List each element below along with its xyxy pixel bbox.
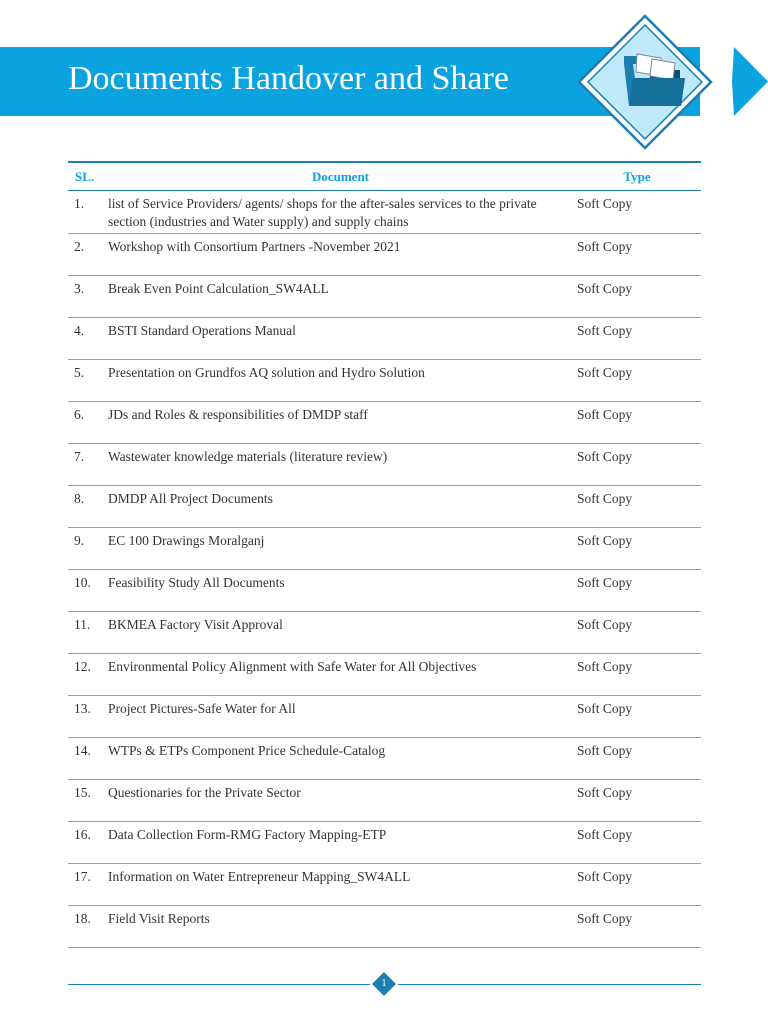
row-document: Field Visit Reports [108, 906, 573, 948]
row-sl: 13. [68, 696, 108, 738]
row-sl: 3. [68, 276, 108, 318]
row-sl: 5. [68, 360, 108, 402]
row-type: Soft Copy [573, 444, 701, 486]
folder-icon [577, 14, 713, 150]
row-type: Soft Copy [573, 486, 701, 528]
row-type: Soft Copy [573, 654, 701, 696]
row-sl: 8. [68, 486, 108, 528]
table-row [68, 444, 701, 486]
table-row [68, 528, 701, 570]
table-row [68, 402, 701, 444]
row-document: Feasibility Study All Documents [108, 570, 573, 612]
table-row [68, 191, 701, 234]
row-document: BKMEA Factory Visit Approval [108, 612, 573, 654]
row-sl: 2. [68, 234, 108, 276]
row-document: Questionaries for the Private Sector [108, 780, 573, 822]
row-type: Soft Copy [573, 528, 701, 570]
row-type: Soft Copy [573, 864, 701, 906]
table-row [68, 276, 701, 318]
row-sl: 15. [68, 780, 108, 822]
table-header-row [68, 162, 701, 191]
row-document: Environmental Policy Alignment with Safe Water for All Objectives [108, 654, 573, 696]
row-type: Soft Copy [573, 906, 701, 948]
row-document: EC 100 Drawings Moralganj [108, 528, 573, 570]
row-document: WTPs & ETPs Component Price Schedule-Catalog [108, 738, 573, 780]
page-number: 1 [381, 978, 387, 989]
table-row [68, 318, 701, 360]
row-sl: 12. [68, 654, 108, 696]
row-sl: 6. [68, 402, 108, 444]
row-sl: 9. [68, 528, 108, 570]
row-document: Wastewater knowledge materials (literature review) [108, 444, 573, 486]
row-document: list of Service Providers/ agents/ shops for the after-sales services to the private section (industries and Water supply) and supply chains [108, 191, 573, 234]
row-document: Information on Water Entrepreneur Mapping_SW4ALL [108, 864, 573, 906]
row-document: Workshop with Consortium Partners -November 2021 [108, 234, 573, 276]
row-sl: 16. [68, 822, 108, 864]
row-sl: 11. [68, 612, 108, 654]
row-type: Soft Copy [573, 402, 701, 444]
row-document: BSTI Standard Operations Manual [108, 318, 573, 360]
row-sl: 14. [68, 738, 108, 780]
table-row [68, 822, 701, 864]
row-type: Soft Copy [573, 234, 701, 276]
table-row [68, 654, 701, 696]
row-sl: 7. [68, 444, 108, 486]
column-header-document: Document [108, 162, 573, 191]
row-type: Soft Copy [573, 318, 701, 360]
row-type: Soft Copy [573, 822, 701, 864]
table-row [68, 780, 701, 822]
footer-rule-left [68, 984, 370, 985]
row-sl: 18. [68, 906, 108, 948]
row-document: DMDP All Project Documents [108, 486, 573, 528]
footer-rule-right [398, 984, 701, 985]
row-document: Presentation on Grundfos AQ solution and Hydro Solution [108, 360, 573, 402]
row-sl: 1. [68, 191, 108, 234]
table-row [68, 864, 701, 906]
row-type: Soft Copy [573, 696, 701, 738]
row-type: Soft Copy [573, 570, 701, 612]
table-row [68, 696, 701, 738]
row-type: Soft Copy [573, 360, 701, 402]
table-row [68, 570, 701, 612]
table-row [68, 612, 701, 654]
row-document: Project Pictures-Safe Water for All [108, 696, 573, 738]
row-type: Soft Copy [573, 780, 701, 822]
table-row [68, 234, 701, 276]
table-row [68, 486, 701, 528]
row-type: Soft Copy [573, 612, 701, 654]
row-document: Break Even Point Calculation_SW4ALL [108, 276, 573, 318]
table-row [68, 738, 701, 780]
row-type: Soft Copy [573, 276, 701, 318]
row-type: Soft Copy [573, 738, 701, 780]
table-row [68, 360, 701, 402]
documents-table [68, 161, 701, 948]
row-sl: 4. [68, 318, 108, 360]
row-sl: 10. [68, 570, 108, 612]
column-header-sl: SL. [68, 162, 108, 191]
row-document: Data Collection Form-RMG Factory Mapping-ETP [108, 822, 573, 864]
table-row [68, 906, 701, 948]
row-document: JDs and Roles & responsibilities of DMDP staff [108, 402, 573, 444]
column-header-type: Type [573, 162, 701, 191]
row-type: Soft Copy [573, 191, 701, 234]
folder-badge [577, 14, 713, 150]
page-title: Documents Handover and Share [68, 60, 509, 97]
row-sl: 17. [68, 864, 108, 906]
